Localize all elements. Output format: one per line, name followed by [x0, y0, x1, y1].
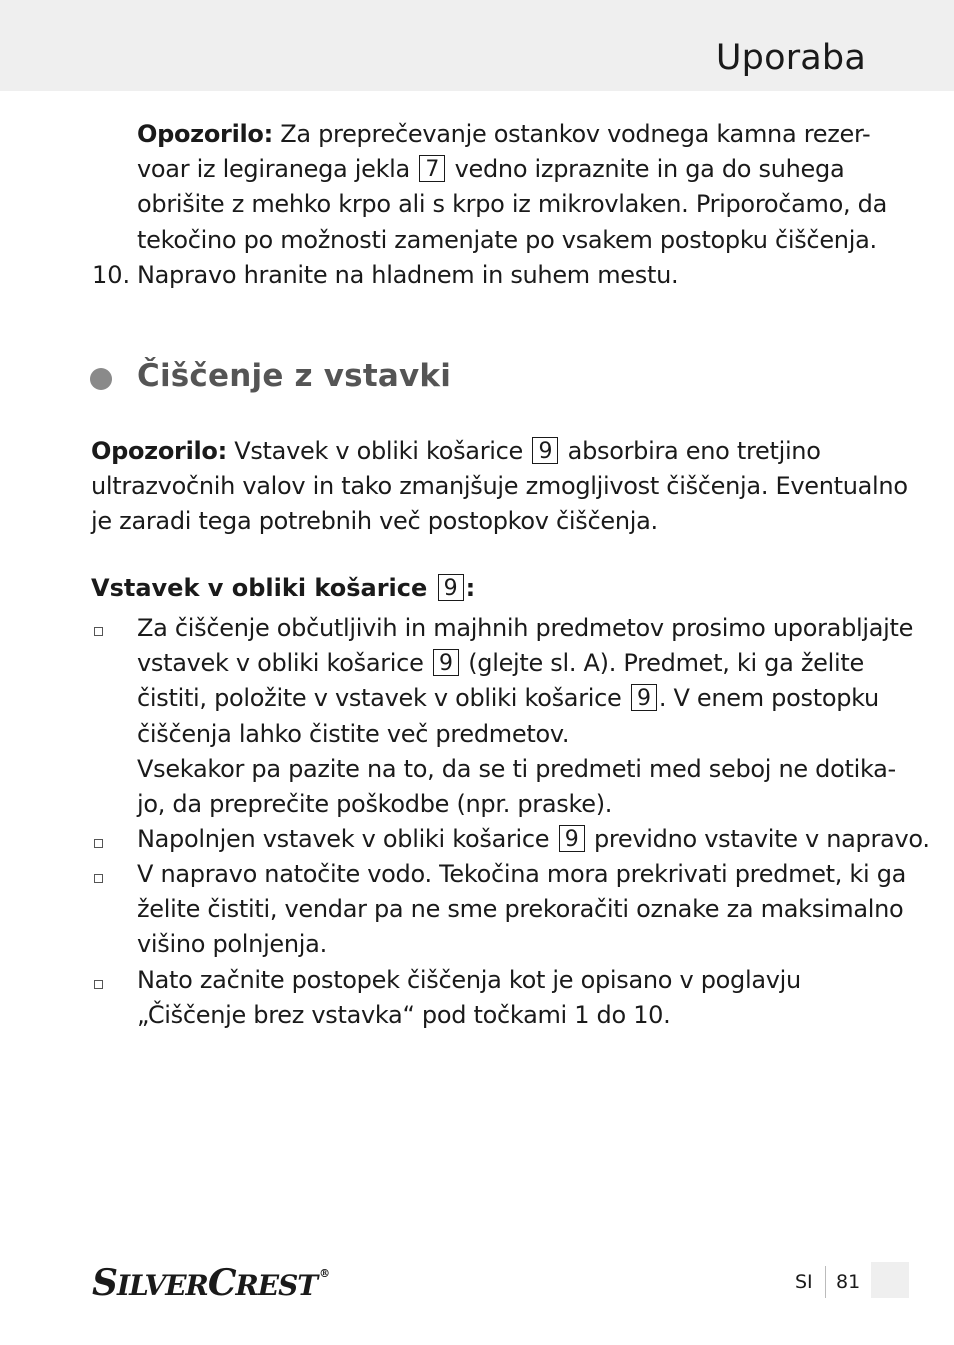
text: previdno vstavite v napravo. [586, 825, 930, 853]
warning-1-line-1 [137, 117, 887, 152]
warning-1-line-2 [137, 152, 887, 187]
language-code: SI [795, 1271, 813, 1293]
warning-paragraph-1 [137, 117, 887, 258]
logo-letter: C [207, 1262, 236, 1304]
text: Vstavek v obliki košarice [226, 437, 531, 465]
bullet-4-line-2: „Čiščenje brez vstavka“ pod točkami 1 do 10. [137, 1001, 671, 1030]
checkbox-bullet-icon [94, 839, 103, 848]
part-reference-badge: 9 [559, 825, 585, 852]
bullet-1-line-5: Vsekakor pa pazite na to, da se ti predmeti med seboj ne dotika- [137, 754, 896, 783]
bullet-1-line-2 [137, 646, 913, 681]
part-reference-badge: 9 [532, 437, 558, 464]
page-number: 81 [836, 1271, 861, 1293]
warning-2-line-1 [91, 434, 908, 469]
text: čistiti, položite v vstavek v obliki košarice [137, 684, 629, 713]
part-reference-badge: 9 [631, 684, 657, 711]
bullet-item-3 [137, 857, 906, 963]
section-bullet-icon [90, 368, 112, 390]
section-heading: Čiščenje z vstavki [137, 358, 452, 394]
text: : [465, 574, 476, 602]
part-reference-badge: 9 [433, 649, 459, 676]
part-reference-badge: 9 [438, 574, 464, 601]
text: absorbira eno tretjino [560, 437, 821, 465]
checkbox-bullet-icon [94, 627, 103, 636]
subsection-heading [91, 574, 475, 602]
bullet-item-1 [137, 611, 913, 822]
warning-label: Opozorilo: [91, 437, 227, 465]
bullet-item-4 [137, 963, 801, 1033]
registered-mark: ® [319, 1267, 330, 1280]
text: voar iz legiranega jekla [137, 155, 418, 184]
bullet-4-line-1: Nato začnite postopek čiščenja kot je opisano v poglavju [137, 966, 801, 994]
logo-letter: S [92, 1262, 117, 1304]
text: Vstavek v obliki košarice [91, 574, 436, 602]
bullet-3-line-1: V napravo natočite vodo. Tekočina mora prekrivati predmet, ki ga [137, 860, 907, 888]
step-number: 10. [92, 261, 131, 289]
bullet-1-line-4: čiščenja lahko čistite več predmetov. [137, 719, 570, 748]
bullet-1-line-3 [137, 681, 913, 716]
bullet-item-2 [137, 822, 930, 857]
warning-1-line-4: tekočino po možnosti zamenjate po vsakem postopku čiščenja. [137, 225, 877, 254]
logo-letters: REST [235, 1269, 318, 1302]
step-10-text: Napravo hranite na hladnem in suhem mestu. [137, 261, 679, 289]
bullet-1-line-6: jo, da preprečite poškodbe (npr. praske). [137, 790, 613, 819]
warning-2-line-3: je zaradi tega potrebnih več postopkov čiščenja. [91, 507, 658, 536]
checkbox-bullet-icon [94, 980, 103, 989]
checkbox-bullet-icon [94, 874, 103, 883]
warning-paragraph-2 [91, 434, 908, 540]
footer-tab [871, 1262, 909, 1298]
warning-label: Opozorilo: [137, 120, 273, 148]
page-title: Uporaba [715, 38, 866, 78]
bullet-2-line-1 [137, 822, 930, 857]
footer-divider [825, 1266, 826, 1298]
bullet-1-line-1: Za čiščenje občutljivih in majhnih predmetov prosimo uporabljajte [137, 614, 914, 642]
text: (glejte sl. A). Predmet, ki ga želite [460, 649, 864, 678]
silvercrest-logo [92, 1262, 329, 1304]
text: . V enem postopku [658, 684, 879, 713]
text: vedno izpraznite in ga do suhega [447, 155, 845, 184]
warning-1-line-3: obrišite z mehko krpo ali s krpo iz mikrovlaken. Priporočamo, da [137, 190, 888, 219]
text: Za preprečevanje ostankov vodnega kamna rezer- [272, 120, 871, 148]
logo-letters: ILVER [117, 1269, 208, 1302]
text: vstavek v obliki košarice [137, 649, 431, 678]
bullet-3-line-3: višino polnjenja. [137, 930, 327, 959]
text: Napolnjen vstavek v obliki košarice [137, 825, 557, 853]
part-reference-badge: 7 [419, 155, 445, 182]
warning-2-line-2: ultrazvočnih valov in tako zmanjšuje zmogljivost čiščenja. Eventualno [91, 472, 908, 501]
bullet-3-line-2: želite čistiti, vendar pa ne sme prekoračiti oznake za maksimalno [137, 895, 904, 924]
